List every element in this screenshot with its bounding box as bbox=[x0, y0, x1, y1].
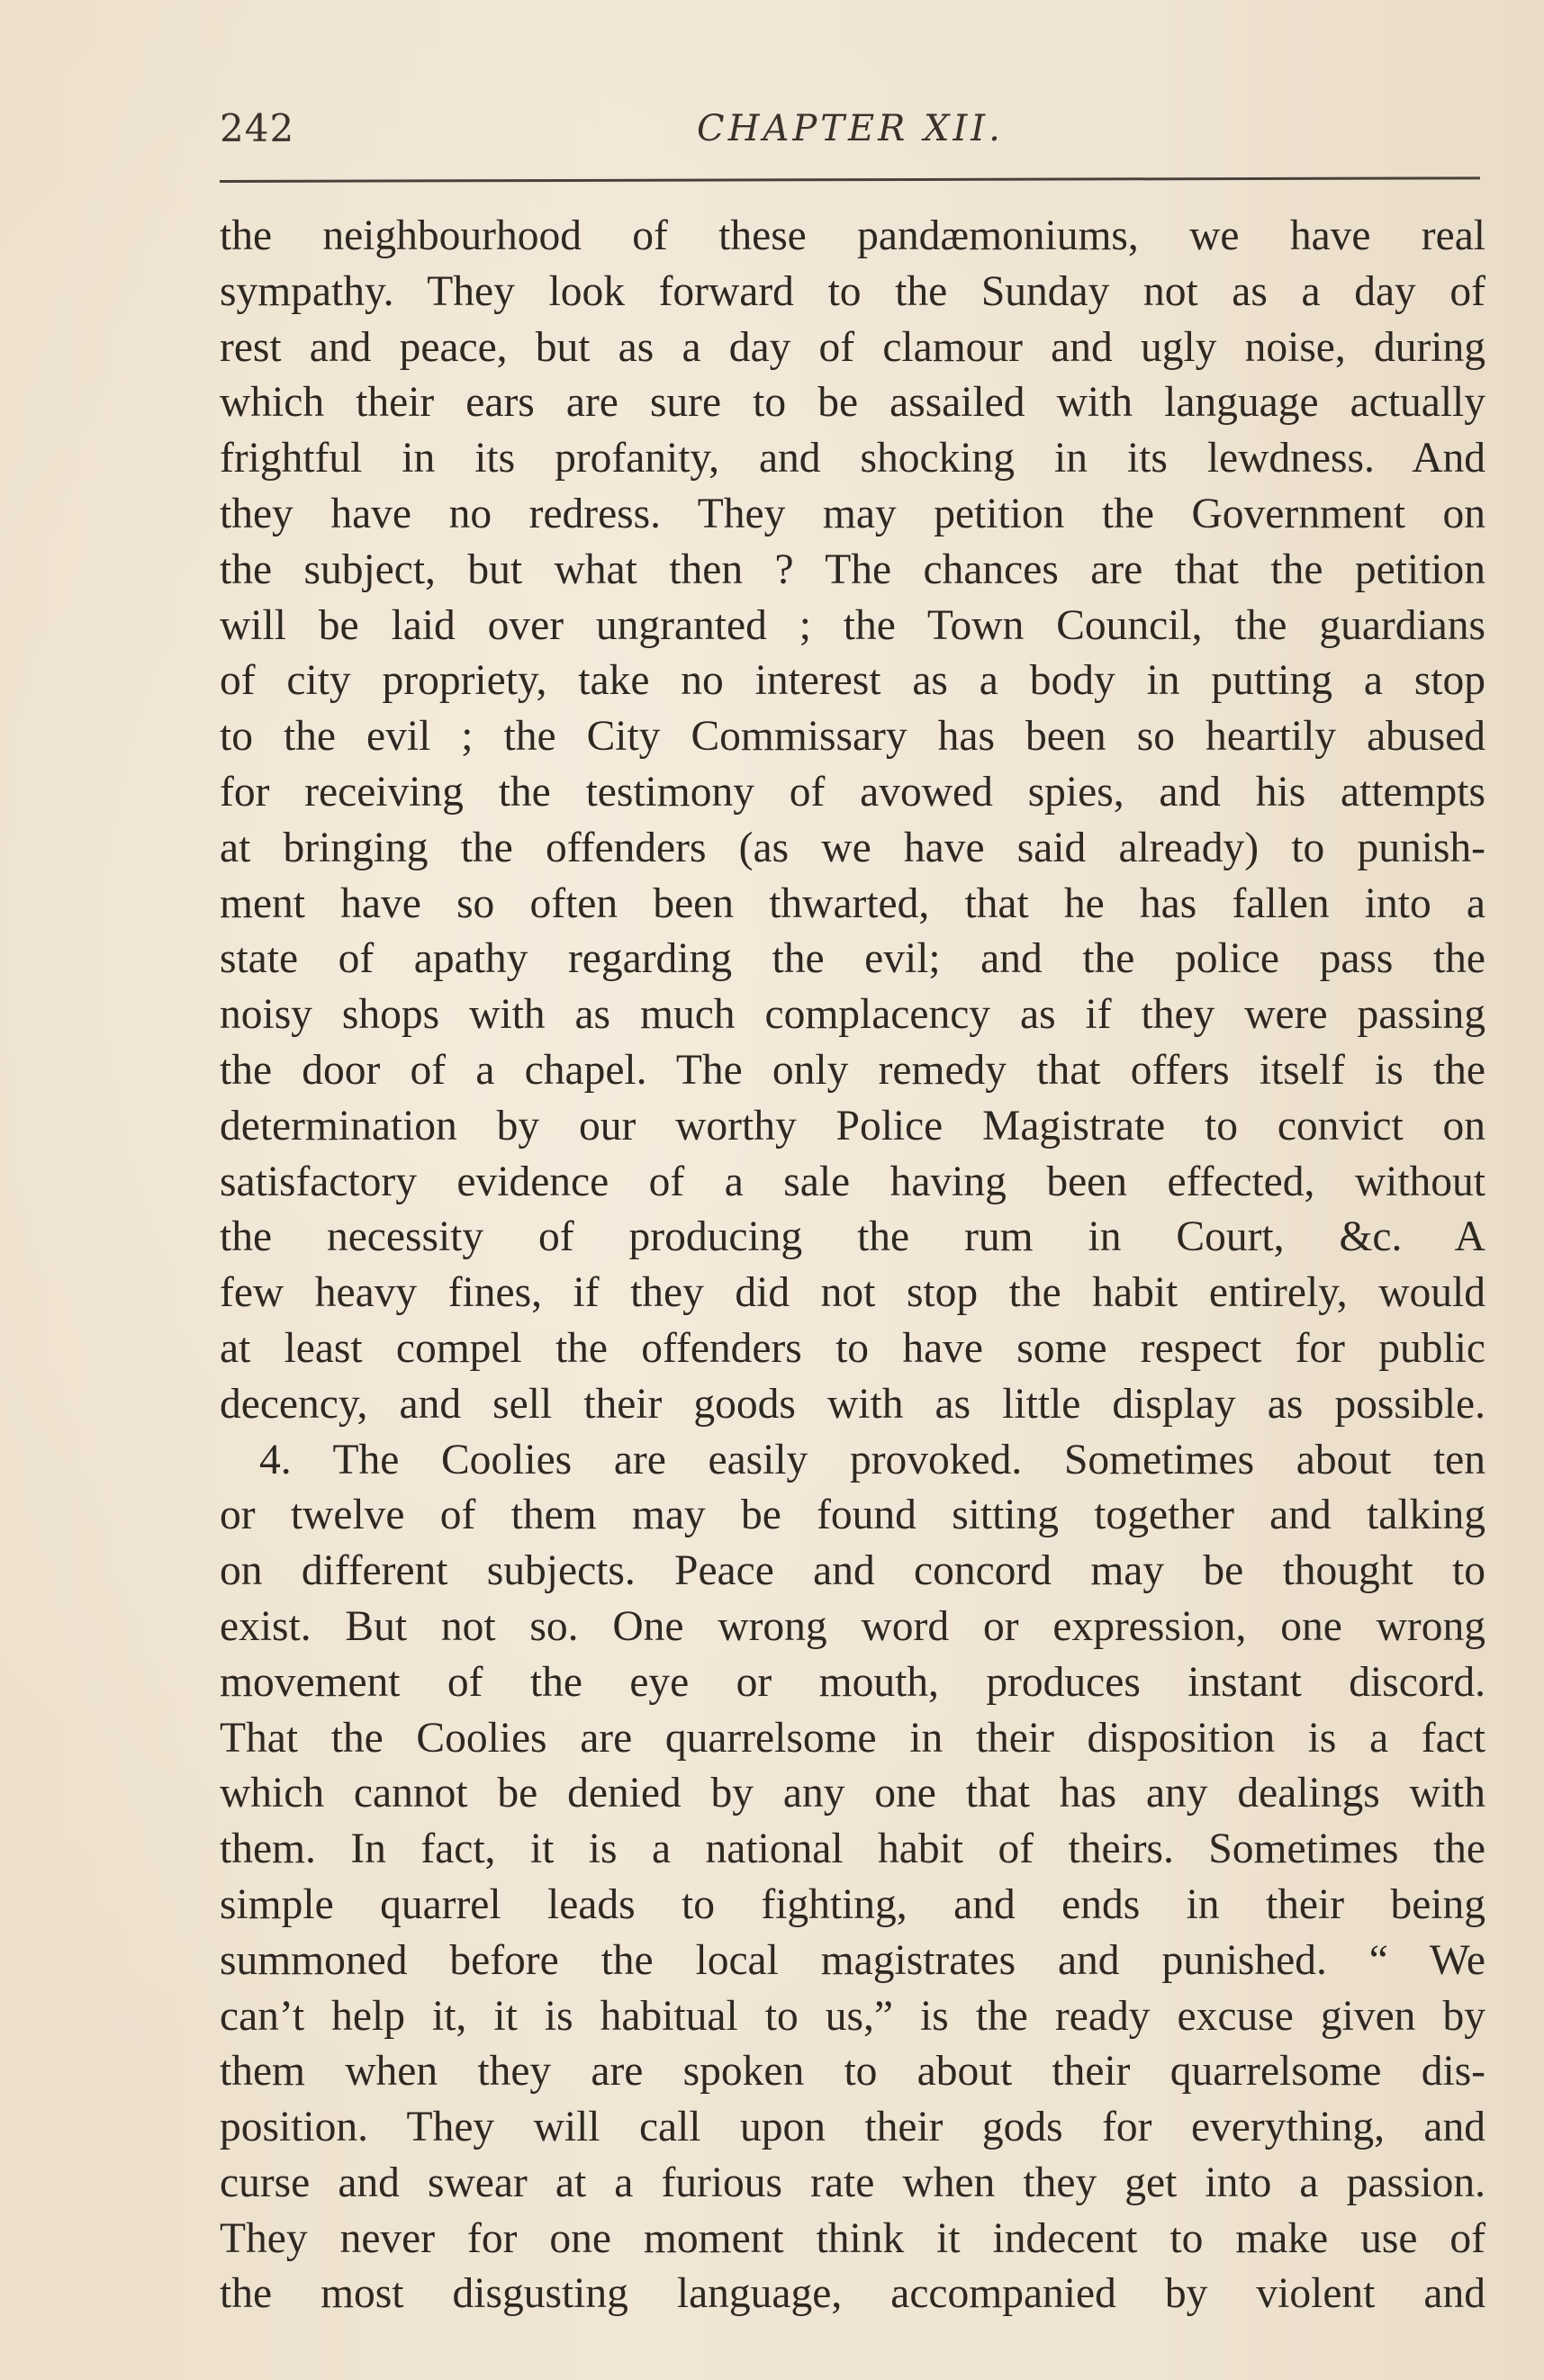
text-line: at bringing the offenders (as we have said already) to punish- bbox=[220, 824, 1485, 871]
text-line: them. In fact, it is a national habit of theirs. Sometimes the bbox=[220, 1826, 1485, 1873]
text-line: of city propriety, take no interest as a body in putting a stop bbox=[220, 657, 1485, 705]
body-text bbox=[220, 209, 1485, 2322]
text-line: the most disgusting language, accompanied by violent and bbox=[220, 2270, 1485, 2318]
text-line: on different subjects. Peace and concord may be thought to bbox=[220, 1547, 1485, 1595]
text-line: rest and peace, but as a day of clamour and ugly noise, during bbox=[220, 323, 1485, 371]
text-line: state of apathy regarding the evil; and the police pass the bbox=[220, 935, 1485, 983]
text-line: will be laid over ungranted ; the Town Council, the guardians bbox=[220, 601, 1485, 649]
text-line: to the evil ; the City Commissary has been so heartily abused bbox=[220, 713, 1485, 761]
text-line: satisfactory evidence of a sale having been effected, without bbox=[220, 1158, 1485, 1205]
text-line: at least compel the offenders to have some respect for public bbox=[220, 1324, 1485, 1372]
text-line: frightful in its profanity, and shocking in its lewdness. And bbox=[220, 435, 1485, 482]
text-line: can’t help it, it is habitual to us,” is the ready excuse given by bbox=[220, 1992, 1485, 2040]
text-line: they have no redress. They may petition the Government on bbox=[220, 490, 1485, 537]
header-rule bbox=[220, 176, 1480, 183]
text-line: noisy shops with as much complacency as if they were passing bbox=[220, 991, 1485, 1039]
text-line: movement of the eye or mouth, produces instant discord. bbox=[220, 1658, 1485, 1706]
text-line: ment have so often been thwarted, that he has fallen into a bbox=[220, 879, 1485, 927]
text-line: sympathy. They look forward to the Sunday not as a day of bbox=[220, 267, 1485, 315]
running-head: CHAPTER XII. bbox=[697, 108, 1004, 149]
page-header bbox=[220, 106, 1480, 169]
text-line: which cannot be denied by any one that has any dealings with bbox=[220, 1770, 1485, 1817]
text-line: the neighbourhood of these pandæmoniums, we have real bbox=[220, 212, 1485, 259]
text-line: the necessity of producing the rum in Court, &c. A bbox=[220, 1213, 1485, 1261]
text-line: position. They will call upon their gods for everything, and bbox=[220, 2104, 1485, 2151]
text-line: decency, and sell their goods with as little display as possible. bbox=[220, 1380, 1485, 1428]
text-line: the door of a chapel. The only remedy that offers itself is the bbox=[220, 1046, 1485, 1094]
text-line: few heavy fines, if they did not stop the habit entirely, would bbox=[220, 1269, 1485, 1317]
text-line: the subject, but what then ? The chances are that the petition bbox=[220, 545, 1485, 593]
text-line: curse and swear at a furious rate when they get into a passion. bbox=[220, 2159, 1485, 2206]
text-line: determination by our worthy Police Magistrate to convict on bbox=[220, 1102, 1485, 1149]
text-line: simple quarrel leads to fighting, and ends in their being bbox=[220, 1880, 1485, 1928]
text-line: for receiving the testimony of avowed spies, and his attempts bbox=[220, 768, 1485, 816]
page-number: 242 bbox=[220, 106, 295, 150]
text-line: or twelve of them may be found sitting together and talking bbox=[220, 1492, 1485, 1539]
paragraph-start-line: 4. The Coolies are easily provoked. Sometimes about ten bbox=[259, 1436, 1485, 1483]
text-line: That the Coolies are quarrelsome in their disposition is a fact bbox=[220, 1714, 1485, 1762]
text-line: summoned before the local magistrates and punished. “ We bbox=[220, 1936, 1485, 1984]
text-line: They never for one moment think it indecent to make use of bbox=[220, 2214, 1485, 2262]
text-line: exist. But not so. One wrong word or expression, one wrong bbox=[220, 1602, 1485, 1650]
text-line: them when they are spoken to about their quarrelsome dis- bbox=[220, 2048, 1485, 2096]
text-line: which their ears are sure to be assailed with language actually bbox=[220, 379, 1485, 427]
